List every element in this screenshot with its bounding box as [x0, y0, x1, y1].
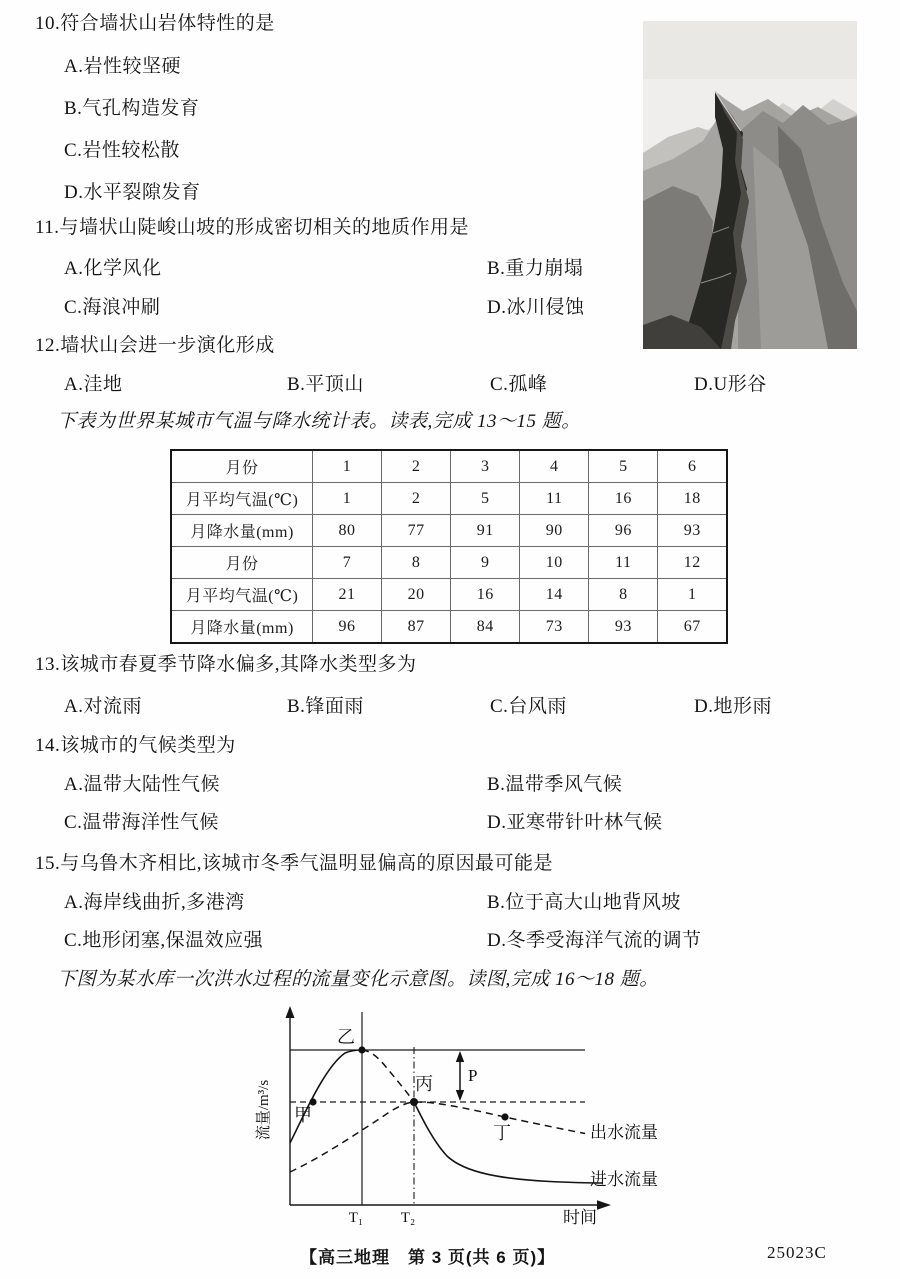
row-header: 月平均气温(℃) [171, 579, 313, 611]
q14-option-c: C.温带海洋性气候 [64, 812, 219, 833]
x-axis-label: 时间 [563, 1208, 597, 1227]
q14-stem: 14.该城市的气候类型为 [35, 735, 236, 756]
table-cell: 90 [520, 515, 589, 547]
table-cell: 7 [313, 547, 382, 579]
table-cell: 93 [658, 515, 727, 547]
table-cell: 4 [520, 450, 589, 483]
point-jia-label: 甲 [294, 1105, 312, 1125]
q10-option-a: A.岩性较坚硬 [64, 56, 181, 77]
q11-option-a: A.化学风化 [64, 258, 162, 279]
row-header: 月平均气温(℃) [171, 483, 313, 515]
table-cell: 1 [313, 483, 382, 515]
table-cell: 2 [382, 483, 451, 515]
table-cell: 16 [451, 579, 520, 611]
table-cell: 16 [589, 483, 658, 515]
p-arrow-down-icon [456, 1090, 464, 1101]
table-cell: 18 [658, 483, 727, 515]
x-axis-arrow-icon [597, 1200, 611, 1210]
table-cell: 93 [589, 611, 658, 644]
outflow-curve [290, 1102, 585, 1172]
table-cell: 77 [382, 515, 451, 547]
table-cell: 6 [658, 450, 727, 483]
table-row [171, 483, 727, 515]
table-row [171, 611, 727, 644]
inflow-curve-rise [290, 1050, 362, 1143]
reservoir-flow-chart [250, 1005, 670, 1240]
q14-option-a: A.温带大陆性气候 [64, 774, 220, 795]
q14-option-b: B.温带季风气候 [487, 774, 623, 795]
q13-option-a: A.对流雨 [64, 696, 142, 717]
q12-option-b: B.平顶山 [287, 374, 364, 395]
q13-option-d: D.地形雨 [694, 696, 772, 717]
t1-tick-label: T₁ [348, 1210, 364, 1226]
table-cell: 11 [589, 547, 658, 579]
q12-option-c: C.孤峰 [490, 374, 548, 395]
chart-intro: 下图为某水库一次洪水过程的流量变化示意图。读图,完成 16～18 题。 [57, 969, 659, 990]
table-row [171, 450, 727, 483]
q13-option-b: B.锋面雨 [287, 696, 364, 717]
q12-stem: 12.墙状山会进一步演化形成 [35, 335, 275, 356]
q15-option-a: A.海岸线曲折,多港湾 [64, 892, 245, 913]
q11-stem: 11.与墙状山陡峻山坡的形成密切相关的地质作用是 [35, 217, 470, 238]
table-cell: 84 [451, 611, 520, 644]
outflow-legend-label: 出水流量 [590, 1123, 658, 1142]
table-row [171, 579, 727, 611]
table-cell: 21 [313, 579, 382, 611]
t2-tick-label: T₂ [400, 1210, 416, 1226]
row-header: 月降水量(mm) [171, 515, 313, 547]
q10-option-c: C.岩性较松散 [64, 140, 180, 161]
y-axis-arrow-icon [286, 1006, 295, 1018]
row-header: 月降水量(mm) [171, 611, 313, 644]
point-bing-dot [410, 1098, 418, 1106]
table-cell: 20 [382, 579, 451, 611]
table-cell: 11 [520, 483, 589, 515]
point-ding-dot [501, 1113, 508, 1120]
point-yi-dot [358, 1046, 365, 1053]
inflow-legend-label: 进水流量 [590, 1170, 658, 1189]
mountain-ridge-photo [643, 21, 857, 349]
footer-page-info: 【高三地理 第 3 页(共 6 页)】 [300, 1248, 556, 1267]
point-ding-label: 丁 [493, 1123, 511, 1143]
table-cell: 9 [451, 547, 520, 579]
table-row [171, 515, 727, 547]
q15-stem: 15.与乌鲁木齐相比,该城市冬季气温明显偏高的原因最可能是 [35, 853, 554, 874]
q11-option-b: B.重力崩塌 [487, 258, 584, 279]
climate-table [170, 449, 728, 644]
q13-stem: 13.该城市春夏季节降水偏多,其降水类型多为 [35, 654, 417, 675]
table-cell: 67 [658, 611, 727, 644]
p-label: P [468, 1066, 478, 1085]
table-cell: 91 [451, 515, 520, 547]
table-cell: 3 [451, 450, 520, 483]
table-cell: 2 [382, 450, 451, 483]
q11-option-c: C.海浪冲刷 [64, 297, 161, 318]
q10-option-d: D.水平裂隙发育 [64, 182, 201, 203]
q12-option-a: A.洼地 [64, 374, 123, 395]
q13-option-c: C.台风雨 [490, 696, 567, 717]
table-cell: 8 [382, 547, 451, 579]
table-cell: 73 [520, 611, 589, 644]
q10-stem: 10.符合墙状山岩体特性的是 [35, 13, 275, 34]
table-cell: 12 [658, 547, 727, 579]
q12-option-d: D.U形谷 [694, 374, 767, 395]
row-header: 月份 [171, 450, 313, 483]
q15-option-b: B.位于高大山地背风坡 [487, 892, 681, 913]
q15-option-d: D.冬季受海洋气流的调节 [487, 930, 702, 951]
row-header: 月份 [171, 547, 313, 579]
p-arrow-up-icon [456, 1051, 464, 1062]
q14-option-d: D.亚寒带针叶林气候 [487, 812, 663, 833]
q10-option-b: B.气孔构造发育 [64, 98, 200, 119]
point-yi-label: 乙 [337, 1027, 355, 1047]
table-cell: 80 [313, 515, 382, 547]
table-cell: 1 [313, 450, 382, 483]
q11-option-d: D.冰川侵蚀 [487, 297, 585, 318]
point-bing-label: 丙 [415, 1074, 433, 1094]
y-axis-label: 流量/m³/s [256, 1079, 272, 1141]
table-cell: 1 [658, 579, 727, 611]
table-cell: 14 [520, 579, 589, 611]
q15-option-c: C.地形闭塞,保温效应强 [64, 930, 264, 951]
table-cell: 96 [589, 515, 658, 547]
table-cell: 5 [451, 483, 520, 515]
footer-paper-code: 25023C [767, 1243, 827, 1262]
inflow-curve-peak-descent [362, 1050, 414, 1102]
table-cell: 10 [520, 547, 589, 579]
table-row [171, 547, 727, 579]
table-cell: 5 [589, 450, 658, 483]
table-cell: 8 [589, 579, 658, 611]
table-cell: 87 [382, 611, 451, 644]
table-intro: 下表为世界某城市气温与降水统计表。读表,完成 13～15 题。 [57, 411, 581, 432]
table-cell: 96 [313, 611, 382, 644]
